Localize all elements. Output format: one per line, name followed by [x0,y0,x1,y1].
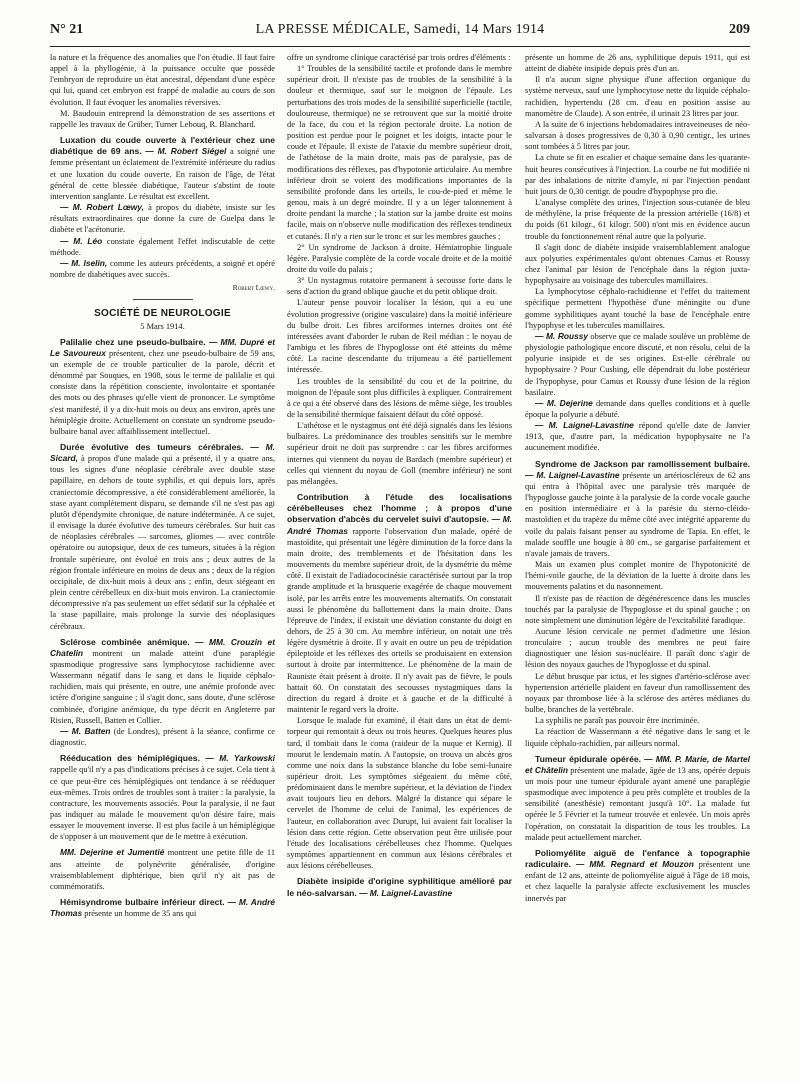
entry-roussy [525,331,750,398]
entry-title: Syndrome de Jackson par ramollissement bulbaire. [535,458,750,469]
paragraph: M. Baudouin entreprend la démonstration de ses assertions et rappelle les travaux de Grüber, Turner Lebouq, R. Blanchard. [50,108,275,129]
paragraph: présente un homme de 26 ans, syphilitique depuis 1911, qui est atteint de diabète insipide depuis près d'un an. [525,53,750,74]
entry-epidurale [525,754,750,843]
page-header [50,20,750,47]
paragraph: Les troubles de la sensibilité du cou et de la poitrine, du moignon de l'épaule sont plus difficiles à expliquer. Contrairement à ce qui a été observé dans des lésions de même siège, les troubles de la sensibilité thermique faisaient défaut du côté opposé. [287,376,512,419]
page-number: 209 [729,22,750,37]
entry-poliomyelite [525,848,750,904]
entry-author: — MM. Crouzin et Chatelin [50,636,275,658]
entry-text: à propos du diabète, insiste sur les résultats extraordinaires que donne la cure de Guelpa dans le diabète et l'acétonurie. [50,203,275,235]
entry-author: — M. Léo [60,235,103,246]
entry-text: observe que ce malade soulève un problème de physiologie pathologique encore discuté, et non résolu, celui de la polyurie insipide et de ses origines. Est-elle cérébrale ou hypophysaire ? Pour Cushing, elle dépendrait du lobe postérieur de l'hypophyse, pour Camus et Roussy d'une lésion de la région basilaire. [525,331,750,397]
entry-title: Luxation du coude ouverte à l'extérieur chez une diabétique de 69 ans. [50,135,275,157]
entry-author: — M. Batten [60,725,111,736]
entry-leo [50,236,275,258]
column-1 [50,52,275,1070]
journal-title [50,22,750,38]
entry-author: — M. André Thomas [287,514,512,536]
entry-title: Palilalie chez une pseudo-bulbaire. [60,336,206,347]
entry-text: répond qu'elle date de Janvier 1913, que, d'autre part, la médication hypophysaire ne l'a aucunement modifiée. [525,421,750,453]
entry-text: constate également l'effet indiscutable de cette méthode. [50,236,275,257]
paragraph: L'auteur pense pouvoir localiser la lésion, qui a eu une évolution progressive (origine vasculaire) dans la moitié inférieure du bulbe droit. Les fibres arciformes internes droites ont été intéressées avant d'aborder le ruban de Reil médian : le noyau de l'ambigu et les fibres de l'hypoglosse ont été atteints du même côté. La racine descendante du trijumeau a été partiellement intéressée. [287,298,512,375]
signature: Robert Lœwy. [232,283,275,293]
section-date: 5 Mars 1914. [140,322,185,332]
paragraph: 2° Un syndrome de Jackson à droite. Hémiatrophie linguale légère. Paralysie complète de la corde vocale droite et de la moitié droite du voile du palais ; [287,242,512,274]
paragraph: Mais un examen plus complet montre de l'hypotonicité de l'hémi-voile gauche, de la déviation de la luette à droite dans les mouvements palatins et du nasonnement. [525,560,750,592]
entry-text: présente un homme de 35 ans qui [82,909,197,919]
entry-title: Durée évolutive des tumeurs cérébrales. [60,442,244,452]
entry-author: — MM. Regnard et Mouzon [570,859,694,870]
entry-text: présentent, chez une pseudo-bulbaire de 59 ans, un exemple de ce trouble particulier de la parole, décrit et dénommé par Souques, en 1908, sous le terme de palilalie et qui consiste dans la répétition consciente, involontaire et spontanée des mots ou des phrases qu'elle vient de prononcer. Le symptôme s'est manifesté, il y a dix-huit mois ou deux ans environ, après une hémiplégie droite. Actuellement on constate un syndrome pseudo-bulbaire banal avec affaiblissement intellectuel. [50,348,275,436]
issue-date: Samedi, 14 Mars 1914 [409,22,545,37]
column-2 [287,52,512,1070]
entry-text: présente un artérioscléreux de 62 ans qui entra à l'hôpital avec une paralysie très marquée de l'hypoglosse gauche jointe à la paralysie de la corde vocale gauche en position intermédiaire et à la parésie du sterno-cléido-mastoïdien et du trapèze du même côté avec intégrité apparente du voile du palais faisant penser au syndrome de Tapia. En effet, le malade souffle une bougie à 80 cm., se gargarise parfaitement et n'avale jamais de travers. [525,470,750,558]
entry-author: — M. André Thomas [50,897,275,919]
entry-text: présentent une enfant de 12 ans, atteinte de poliomyélite aiguë à l'âge de 18 mois, et chez laquelle la paralysie affecte exclusivement les muscles innervés par [525,860,750,903]
entry-contribution [287,492,512,715]
entry-text: rappelle qu'il n'y a pas d'indications précises à ce sujet. Cela tient à ce que peut-être ces hémiplégiques ont tendance à se rééduquer eux-mêmes. Trois ordres de troubles sont à traiter : la paralysie, la contracture, les mouvements associés. Pour la paralysie, il ne faut pas indiquer au malade le mouvement qu'on désire faire, mais essayer le mouvement inverse. Il est plus facile à un hémiplégique de s'opposer à un mouvement que de le mettre à exécution. [50,765,275,842]
entry-luxation [50,135,275,202]
entry-iselin [50,258,275,280]
paragraph: Le début brusque par ictus, et les signes d'artério-sclérose avec hypertension artérielle plaident en faveur d'un ramollissement des noyaux par thrombose liée à la sclérose des artères médianes du bulbe, branches de la vertébrale. [525,671,750,715]
entry-author: — M. Roussy [535,330,589,341]
entry-text: montrent un malade atteint d'une paraplégie spasmodique progressive sans lymphocytose rachidienne avec Wassermann négatif dans le sang et dans le liquide céphalo-rachidien, mais qui présente, en outre, une anémie profonde avec ictère d'origine sanguine ; il s'agit donc, sans doute, d'une sclérose combinée, d'origine anémique, du type décrit en Angleterre par Risien, Russell, Batten et Collier. [50,648,275,725]
entry-author: — M. Robert Lœwy, [60,202,144,213]
entry-author: — M. Yarkowski [199,753,275,764]
entry-author: MM. Dejerine et Jumentié [60,847,165,858]
paragraph: Il n'a aucun signe physique d'une affection organique du système nerveux, sauf une lymphocytose nette du liquide céphalo-rachidien, hypertendu (28 cm. d'eau en position assise au manomètre de Claude). A son entrée, il urinait 23 litres par jour. [525,75,750,118]
entry-reeducation [50,753,275,842]
column-3 [525,52,750,1070]
paragraph: 3° Un nystagmus rotatoire permanent à secousse forte dans le sens d'action du grand oblique gauche et du petit oblique droit. [287,276,512,297]
entry-dejerine-question [525,398,750,420]
entry-title: Contribution à l'étude des localisations cérébelleuses chez l'homme ; à propos d'une observation d'abcès du cervelet suivi d'autopsie. [287,492,512,525]
entry-sclerose [50,637,275,726]
paragraph: L'athétose et le nystagmus ont été déjà signalés dans les lésions bulbaires. La prédominance des troubles sensitifs sur le membre supérieur droit ne doit pas surprendre : car les fibres arciformes internes qui viennent du noyau de Bardach (membre supérieur) et celles qui viennent du noyau de Goll (membre inférieur) ne sont pas mélangées. [287,421,512,486]
entry-author: — M. Sicard, [50,442,275,464]
paragraph: offre un syndrome clinique caractérisé par trois ordres d'éléments : [287,53,511,62]
paragraph: L'analyse complète des urines, l'injection sous-cutanée de bleu de méthylène, la prise fréquente de la pression artérielle (16/8) et du poids (61 kilogr., 61 kilogr. 500) n'ont mis en évidence aucun trouble du fonctionnement rénal autre que la polyurie. [525,198,750,241]
article-columns [50,52,750,1070]
paragraph: La lymphocytose céphalo-rachidienne et l'effet du traitement spécifique permettent l'hypothèse d'une méningite ou d'une gomme syphilitiques ayant touché la base de l'encéphale entre l'hypophyse et les tubercules mamillaires. [525,287,750,330]
entry-author: — MM. P. Marie, de Martel et Châtelin [525,753,750,775]
paragraph: Il n'existe pas de réaction de dégénérescence dans les muscles touchés par la paralysie de l'hypoglosse et du spinal gauche ; on note simplement une diminution légère de l'excitabilité faradique. [525,593,750,625]
entry-diabete [287,876,512,898]
entry-title: Poliomyélite aiguë de l'enfance à topographie radiculaire. [525,847,750,870]
entry-batten [50,726,275,748]
entry-text: a soigné une femme présentant un éclatement de l'extrémité inférieure du radius et une luxation du coude ouverte. En raison de l'âge, de l'état général de cette blessée diabétique, l'auteur s'abstint de toute intervention sanglante. Le résultat est excellent. [50,147,275,201]
entry-text: demande dans quelles conditions et à quelle époque la polyurie a débuté. [525,398,750,419]
entry-dejerine [50,847,275,892]
paragraph: La réaction de Wassermann a été négative dans le sang et le liquide céphalo-rachidien, par ailleurs normal. [525,727,750,748]
entry-text: présentent une malade, âgée de 13 ans, opérée depuis un mois pour une tumeur épidurale ayant amené une paraplégie spasmodique avec impotence à peu près complète et troubles de la sensibilité (anesthésie) remontant jusqu'à 10°. La malade fut opérée le 5 Février et la tumeur trouvée et enlevée. Un mois après l'opération, on constatait la disparition de tous les troubles. La malade peut actuellement marcher. [525,765,750,842]
entry-author: — M. Robert Siégel [145,146,227,157]
paragraph: Aucune lésion cervicale ne permet d'admettre une lésion tronculaire ; aucun trouble des membres ne peut faire diagnostiquer une lésion sus-nucléaire. Il paraît donc s'agir de lésion des noyaux gauches de l'hypoglosse et du spinal. [525,626,750,670]
paragraph: A la suite de 6 injections hebdomadaires intraveineuses de néo-salvarsan à doses progressives de 0,30 à 0,90 centigr., les urines sont tombées à 5 litres par jour. [525,119,750,152]
entry-loewy [50,202,275,235]
entry-author: — M. Iselin, [60,257,108,268]
entry-title: Tumeur épidurale opérée. [535,753,642,764]
entry-title: Diabète insipide d'origine syphilitique amélioré par le néo-salvarsan. [287,876,512,898]
entry-author: — M. Laignel-Lavastine [356,887,453,898]
paragraph: la nature et la fréquence des anomalies que l'on étudie. Il faut faire appel à la phyllogénie, à la puissance occulte que possède l'embryon de reproduire un état ancestral, dépendant d'une espèce qui lui, quand cet embryon est frappé de maladie au cours de son évolution. Il faut évoquer les anomalies réversives. [50,53,275,107]
paragraph: La syphilis ne paraît pas pouvoir être incriminée. [535,716,700,726]
entry-author: — M. Laignel-Lavastine [535,420,634,431]
entry-jackson [525,459,750,559]
entry-tumeurs [50,442,275,632]
entry-author: — M. Laignel-Lavastine [525,469,620,480]
journal-name: LA PRESSE MÉDICALE, [255,22,410,37]
entry-author: — MM. Dupré et Le Savoureux [50,336,275,358]
entry-text: rapporte l'observation d'un malade, opéré de mastoïdite, qui présentait une légère diminution de la force dans la main droite, des tremblements et de l'hésitation dans les mouvements du membre supérieur droit, de la dysmétrie du même côté. Il existait de l'adiadococinésie caractérisée surtout par la trop grande amplitude et la brusquerie exagérée de chaque mouvement isolé, par les arrêts entre les mouvements alternatifs. On constatait aussi le phénomène du ballottement dans la main droite. Dans l'épreuve de l'index, il existait une déviation constante du doigt en dehors, de 25 à 30 cm. Au membre inférieur, on notait une très légère dysmétrie à droite. Il y avait en outre un peu de trépidation épileptoïde et les réflexes des orteils se produisaient en extension surtout à droite par intermittence. Le phénomène de la main de Rauniste était présent à droite. Il n'y avait pas de fièvre, le pouls battait 60. On constatait des secousses nystagmiques dans la direction du regard à droite et à gauche et de la difficulté à maintenir le regard vers la droite. [287,526,512,715]
entry-title: Rééducation des hémiplégiques. [60,753,200,764]
paragraph: 1° Troubles de la sensibilité tactile et profonde dans le membre supérieur droit. Il n'existe pas de troubles de la sensibilité à la douleur et thermique, sauf sur le moignon de l'épaule. Les perturbations des trois modes de la sensibilité superficielle (tactile, douloureuse, thermique) ne se retrouvent que sur la moitié droite de la face, du cou et la région pectorale droite. La notion de position est perdue pour le poignet et les doigts, intacte pour le coude et l'épaule. Il existe de l'ataxie du membre supérieur droit, de l'athétose de la main droite, mais pas de paralysie, pas de modifications des réflexes, pas d'hypotonie articulaire. Au membre inférieur droit se voient des modifications importantes de la sensibilité profonde dans les orteils, le cou-de-pied et même le genou, mais à un degré moindre. Il y a un léger talonnement à droite pendant la marche ; la station sur la jambe droite est moins facile, mais on n'observe nulle modification des réflexes tendineux et cutanés. Il n'y a rien sur le tronc et sur les membres gauches ; [287,64,512,241]
paragraph: Lorsque le malade fut examiné, il était dans un état de demi-torpeur qui remontait à deux ou trois heures. Quelques heures plus tard, il tombait dans le coma (raideur de la nuque et Kernig). Il mourut le lendemain matin. A l'autopsie, on trouva un abcès gros comme une noix dans la substance blanche du lobe semi-lunaire supérieur droit. Les symptômes siégeaient du même côté, prédominaient dans le membre supérieur, et la déviation de l'index avait toujours lieu en dehors. Malgré la distance qui sépare le cervelet de l'homme de celui de l'animal, les expériences de l'auteur, en collaboration avec Durupt, lui avaient fait localiser la lésion dans cette région. Cette observation peut être utilisée pour l'étude des localisations cérébelleuses chez l'homme. Quelques symptômes appartiennent en commun aux lésions cérébrales et aux lésions cérébelleuses. [287,716,512,871]
paragraph: La chute se fit en escalier et chaque semaine dans les quarante-huit heures consécutives à l'injection. La courbe ne fut modifiée ni par des inhalations de nitrite d'amyle, ni par l'injection pendant huit jours de 0,30 centigr. de poudre d'hypophyse pro die. [525,153,750,196]
entry-palilalie [50,337,275,437]
entry-text: (de Londres), présent à la séance, confirme ce diagnostic. [50,726,275,748]
paragraph: Il s'agit donc de diabète insipide vraisemblablement analogue aux polyuries expérimentales qu'ont obtenues Camus et Roussy chez l'animal par lésion de l'encéphale dans la région juxta-hypophysaire au voisinage des tubercules mamillaires. [525,242,750,286]
entry-text: comme les auteurs précédents, a soigné et opéré nombre de diabétiques avec succès. [50,258,275,279]
entry-text: montrent une petite fille de 11 ans atteinte de polynévrite généralisée, d'origine vraisemblablement diphtérique, bien qu'il n'y ait pas de commémoratifs. [50,848,275,891]
entry-author: — M. Dejerine [535,397,593,408]
section-divider [133,299,193,300]
entry-text: à propos d'une malade qui a présenté, il y a quatre ans, tous les signes d'une néoplasie cérébrale avec double stase papillaire, en dehors de toute syphilis, et qui depuis lors, après craniectomie décompressive, a été considérablement améliorée, la stase ayant complètement disparu, se demande s'il ne s'est pas agi plutôt d'épendymite chronique, de nature indéterminée. A ce sujet, il envisage la durée évolutive des tumeurs cérébrales. Sur huit cas de néoplasies cérébrales — sarcomes, gliomes — avec contrôle opératoire ou autopsique, deux de ces tumeurs, situées à la région frontale supérieure, ont évolué en trois ans ; deux autres de la région frontale inférieure en moins de deux ans ; deux de la région occipitale, de dix-huit mois à deux ans ; enfin, deux siégeant en plein centre cérébelleux en dix-huit mois environ. La craniectomie décompressive n'a pas seulement un effet sédatif sur la céphalée et la stase papillaire, mais prolonge la survie des néoplasiques cérébraux. [50,454,275,631]
issue-number: N° 21 [50,22,84,37]
section-title: SOCIÉTÉ DE NEUROLOGIE [94,308,231,320]
entry-hemisyndrome [50,897,275,919]
entry-title: Sclérose combinée anémique. [60,636,190,647]
entry-title: Hémisyndrome bulbaire inférieur direct. [60,897,225,908]
entry-laignel-reply [525,420,750,453]
